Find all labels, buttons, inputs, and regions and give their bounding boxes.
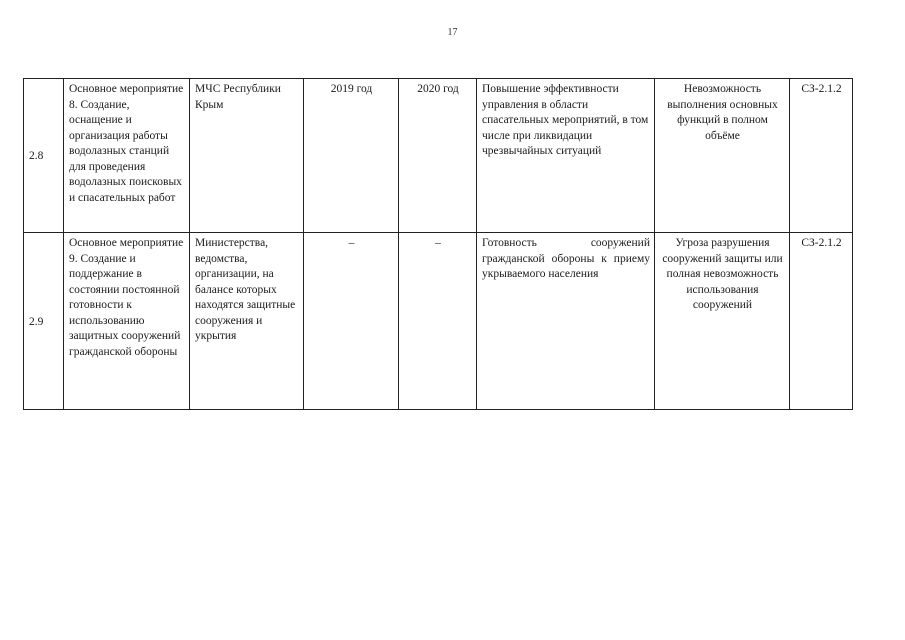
expected-result: Готовность сооружений гражданской обороны к приему укрываемого населения <box>477 233 655 410</box>
indicator-code: СЗ-2.1.2 <box>790 233 853 410</box>
event-name: Основное мероприятие 9. Создание и поддержание в состоянии постоянной готовности к использованию защитных сооружений гражданской обороны <box>64 233 190 410</box>
row-number: 2.8 <box>24 79 64 233</box>
expected-result: Повышение эффективности управления в области спасательных мероприятий, в том числе при ликвидации чрезвычайных ситуаций <box>477 79 655 233</box>
indicator-code: СЗ-2.1.2 <box>790 79 853 233</box>
table-row <box>24 79 853 233</box>
measures-table <box>23 78 853 410</box>
consequence: Невозможность выполнения основных функций в полном объёме <box>655 79 790 233</box>
start-year: 2019 год <box>304 79 399 233</box>
page-number: 17 <box>447 27 458 38</box>
executor: Министерства, ведомства, организации, на балансе которых находятся защитные сооружения и укрытия <box>190 233 304 410</box>
event-name: Основное мероприятие 8. Создание, оснащение и организация работы водолазных станций для проведения водолазных поисковых и спасательных работ <box>64 79 190 233</box>
consequence: Угроза разрушения сооружений защиты или полная невозможность использования сооружений <box>655 233 790 410</box>
row-number: 2.9 <box>24 233 64 410</box>
end-year: – <box>399 233 477 410</box>
table-row <box>24 233 853 410</box>
start-year: – <box>304 233 399 410</box>
end-year: 2020 год <box>399 79 477 233</box>
executor: МЧС Республики Крым <box>190 79 304 233</box>
